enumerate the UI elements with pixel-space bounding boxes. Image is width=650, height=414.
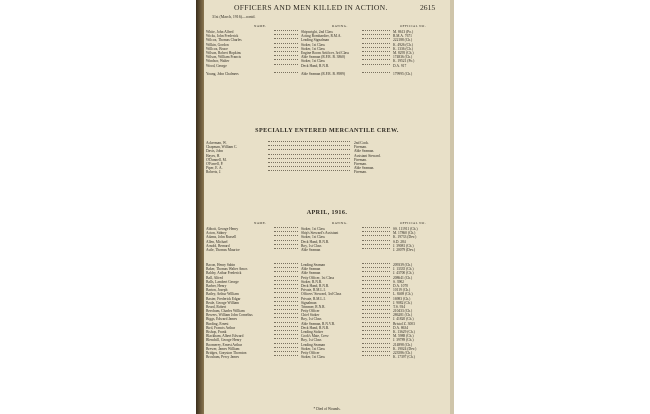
dot-leader — [274, 305, 298, 306]
dot-leader — [362, 292, 390, 293]
official-number: J. 41820 (Ch.) — [393, 317, 414, 322]
official-number: K. 1336 (Ch.) — [393, 46, 413, 51]
dot-leader — [362, 244, 390, 245]
casualty-name: Bird, Francis Arthur — [206, 325, 236, 330]
casualty-name: Baldry, Arthur Frederick — [206, 271, 242, 276]
crew-name: Chapman, William C. — [206, 145, 238, 150]
official-number: 223586 (Ch.) — [393, 350, 413, 355]
dot-leader — [274, 334, 298, 335]
official-number: 174836 (Ch.) — [393, 55, 413, 60]
casualty-rating: Able Seaman (R.F.R. B. 3860) — [301, 55, 346, 60]
dot-leader — [362, 30, 390, 31]
dot-leader — [362, 330, 390, 331]
dot-leader — [274, 338, 298, 339]
april-casualty-list-b — [204, 263, 450, 359]
dot-leader — [274, 47, 298, 48]
casualty-rating: Stoker, 1st Class — [301, 235, 325, 240]
dot-leader — [274, 276, 298, 277]
official-number: 209339 (Ch.) — [393, 263, 413, 267]
dot-leader — [274, 351, 298, 352]
dot-leader — [274, 59, 298, 60]
dot-leader — [274, 72, 298, 73]
mercantile-heading: SPECIALLY ENTERED MERCANTILE CREW. — [255, 128, 399, 134]
casualty-rating: Signalman — [301, 300, 317, 305]
casualty-rating: Acting Bombardier, R.M.A. — [301, 34, 342, 39]
book-spine — [196, 0, 204, 414]
crew-rating: Fireman. — [354, 170, 367, 175]
list-item — [204, 72, 450, 76]
continued-note: 31st (March, 1916)—contd. — [212, 15, 256, 19]
casualty-rating: Stoker, 1st Class — [301, 346, 325, 351]
casualty-name: Beale, George William — [206, 300, 239, 305]
casualty-name: Barber, Henry — [206, 283, 227, 288]
dot-leader — [362, 343, 390, 344]
casualty-name: Allen, Michael — [206, 239, 228, 244]
april-column-header-official-no: OFFICIAL NO. — [400, 221, 426, 225]
casualty-name: Willcox, Bruce — [206, 46, 228, 51]
casualty-rating: Able Seaman (R.F.R. B. 8989) — [301, 71, 346, 76]
official-number: J. 9082 (Ch.) — [393, 300, 412, 305]
list-item — [204, 355, 450, 359]
official-number: J. 39081 (Ch.) — [393, 243, 414, 248]
casualty-name: Wilson, Robert Hopkins — [206, 50, 241, 55]
official-number: J. 43700 (Ch.) — [393, 271, 414, 276]
casualty-rating: Stoker, 1st Class — [301, 42, 325, 47]
casualty-rating: Deck Hand, R.N.R. — [301, 325, 330, 330]
dot-leader — [268, 154, 350, 155]
official-number: 210433 (Ch.) — [393, 309, 413, 314]
casualty-rating: Able Seaman, R.N.V.R. — [301, 321, 336, 326]
crew-rating: Assistant Steward. — [354, 153, 381, 158]
dot-leader — [362, 34, 390, 35]
casualty-name: Bewers, William John Cornelius — [206, 313, 253, 318]
official-number: M. 8295 (Ch.) — [393, 50, 414, 55]
casualty-name: Broxham, Percy James — [206, 355, 240, 360]
dot-leader — [274, 347, 298, 348]
dot-leader — [274, 355, 298, 356]
dot-leader — [362, 347, 390, 348]
dot-leader — [362, 351, 390, 352]
crew-rating: 2nd Cook. — [354, 141, 369, 145]
dot-leader — [274, 297, 298, 298]
crew-rating: Able Seaman. — [354, 166, 375, 171]
dot-leader — [274, 330, 298, 331]
dot-leader — [274, 235, 298, 236]
casualty-name: Astle, Thomas Maurice — [206, 247, 240, 252]
casualty-name: Young, John Chalmers — [206, 71, 239, 76]
casualty-name: Windsor, Walter — [206, 59, 230, 64]
dot-leader — [268, 145, 350, 146]
casualty-name: Binding, Ernest — [206, 321, 229, 326]
crew-name: Piper, E. A. — [206, 166, 223, 171]
official-number: D.A. 1070 — [393, 283, 409, 288]
dot-leader — [362, 43, 390, 44]
dot-leader — [274, 34, 298, 35]
column-header-name: NAME. — [254, 24, 267, 28]
casualty-rating: Private, R.M.L.I. — [301, 296, 326, 301]
dot-leader — [362, 72, 390, 73]
casualty-name: Bridges, Grayston Thornton — [206, 350, 247, 355]
official-number: K. 4926 (Ch.) — [393, 42, 413, 47]
dot-leader — [362, 317, 390, 318]
casualty-name: Blackham, Albert Edward — [206, 334, 244, 339]
dot-leader — [362, 235, 390, 236]
casualty-rating: Leading Signalman — [301, 38, 330, 43]
dot-leader — [362, 338, 390, 339]
casualty-name: Balls, Lambert George — [206, 279, 239, 284]
dot-leader — [362, 297, 390, 298]
official-number: S.D. 284 — [393, 239, 406, 244]
casualty-rating: Deck Hand, R.N.R. — [301, 283, 330, 288]
dot-leader — [362, 334, 390, 335]
dot-leader — [274, 244, 298, 245]
casualty-name: Adams, John Russell — [206, 235, 237, 240]
dot-leader — [274, 267, 298, 268]
casualty-rating: Chief Stoker — [301, 313, 320, 318]
casualty-name: Barton, Joseph — [206, 288, 228, 293]
dot-leader — [274, 309, 298, 310]
casualty-rating: Leading Seaman — [301, 263, 326, 267]
casualty-name: Beecham, Charles William — [206, 309, 245, 314]
casualty-name: Biggs, Edward James — [206, 317, 238, 322]
dot-leader — [274, 64, 298, 65]
dot-leader — [274, 38, 298, 39]
page-edge — [450, 0, 454, 414]
dot-leader — [362, 55, 390, 56]
official-number: Bristol Z. 3003 — [393, 321, 415, 326]
dot-leader — [362, 313, 390, 314]
official-number: R.M.A. 7671 — [393, 34, 412, 39]
dot-leader — [362, 355, 390, 356]
dot-leader — [362, 305, 390, 306]
dot-leader — [274, 313, 298, 314]
casualty-rating: Engine Room Artificer, 3rd Class — [301, 50, 350, 55]
dot-leader — [274, 280, 298, 281]
casualty-rating: Deck Hand, R.N.R. — [301, 63, 330, 68]
dot-leader — [274, 343, 298, 344]
official-number: 222188 (Ch.) — [393, 38, 413, 43]
crew-name: Hayes, H. — [206, 153, 221, 158]
dot-leader — [362, 51, 390, 52]
crew-name: Roberts, J. — [206, 170, 222, 175]
casualty-name: Boomerey, Ernest Arthur — [206, 342, 242, 347]
april-column-header-name: NAME. — [254, 221, 267, 225]
casualty-rating: Deck Hand, R.N.R. — [301, 239, 330, 244]
dot-leader — [274, 284, 298, 285]
dot-leader — [274, 317, 298, 318]
casualty-rating: Able Seaman — [301, 247, 321, 252]
casualty-name: Arnold, Bernard — [206, 243, 230, 248]
casualty-rating: Able Seaman — [301, 271, 321, 276]
dot-leader — [268, 149, 350, 150]
official-number: 214898 (Ch.) — [393, 342, 413, 347]
dot-leader — [274, 322, 298, 323]
page-title: OFFICERS AND MEN KILLED IN ACTION. — [234, 3, 388, 12]
casualty-rating: Stoker, 1st Class — [301, 227, 325, 231]
dot-leader — [362, 309, 390, 310]
casualty-name: Baxter, Frederick Edgar — [206, 296, 241, 301]
casualty-rating: Stoker, 1st Class — [301, 59, 325, 64]
official-number: J. 20079 (Dev.) — [393, 247, 416, 252]
official-number: K. 13629 (Ch.) — [393, 330, 415, 334]
official-number: K. 19733 (Dev.) — [393, 235, 417, 240]
dot-leader — [362, 322, 390, 323]
dot-leader — [274, 288, 298, 289]
dot-leader — [274, 43, 298, 44]
official-number: 10119 (Ch.) — [393, 288, 411, 293]
casualty-name: Wilson, William Francis — [206, 55, 242, 60]
casualty-rating: Leading Seaman — [301, 342, 326, 347]
casualty-name: White, John Alfred — [206, 30, 234, 34]
dot-leader — [362, 263, 390, 264]
casualty-name: Blenchill, George Henry — [206, 338, 242, 343]
crew-name: O'Farrell, P. — [206, 161, 224, 166]
official-number: M. 5988 (Ch.) — [393, 334, 414, 339]
dot-leader — [268, 170, 350, 171]
official-number: M. 17860 (Ch.) — [393, 231, 416, 236]
crew-rating: Fireman. — [354, 145, 367, 150]
document-page — [204, 0, 450, 414]
casualty-name: Wilkin, Gordon — [206, 42, 229, 47]
crew-rating: Able Seaman. — [354, 149, 375, 154]
official-number: T.S. 934 — [393, 304, 406, 309]
crew-name: Ackerman, W. — [206, 141, 227, 145]
april-column-header-rating: RATING. — [332, 221, 348, 225]
dot-leader — [268, 158, 350, 159]
casualty-rating: Private, R.M.L.I. — [301, 288, 326, 293]
dot-leader — [274, 51, 298, 52]
list-item — [204, 170, 450, 174]
dot-leader — [274, 301, 298, 302]
crew-name: O'Donnell, M. — [206, 157, 227, 162]
dot-leader — [274, 231, 298, 232]
dot-leader — [274, 263, 298, 264]
dot-leader — [362, 271, 390, 272]
dot-leader — [362, 38, 390, 39]
footnote: * Died of Wounds. — [313, 407, 341, 411]
dot-leader — [274, 248, 298, 249]
dot-leader — [362, 280, 390, 281]
casualty-name: Acton, Sidney — [206, 231, 227, 236]
casualty-name: Wood, George — [206, 63, 227, 68]
official-number: K. 19024 (Dev.) — [393, 346, 417, 351]
casualty-rating: Boy, 1st Class — [301, 338, 322, 343]
dot-leader — [274, 292, 298, 293]
dot-leader — [362, 284, 390, 285]
casualty-name: Wilcox, Thomas Charles — [206, 38, 242, 43]
official-number: L. 8469 (Ch.) — [393, 292, 413, 297]
dot-leader — [362, 301, 390, 302]
casualty-name: Wicks, John Frederick — [206, 34, 239, 39]
official-number: K. 17397 (Ch.) — [393, 355, 415, 360]
list-item — [204, 248, 450, 252]
casualty-name: Ball, Alfred — [206, 275, 223, 280]
official-number: 286281 (Ch.) — [393, 313, 413, 318]
official-number: J. 13335 (Ch.) — [393, 267, 414, 272]
casualty-name: Baker, Thomas Walter Amos — [206, 267, 248, 272]
crew-name: Davis, John — [206, 149, 223, 154]
mercantile-crew-list — [204, 141, 450, 175]
official-number: S. 3902 — [393, 279, 404, 284]
casualty-rating: Stoker, R.N.R. — [301, 279, 323, 284]
casualty-name: Brewer, James William — [206, 346, 240, 351]
dot-leader — [268, 162, 350, 163]
casualty-rating: Officers' Steward, 3rd Class — [301, 292, 342, 297]
casualty-name: Abbott, George Henry — [206, 227, 239, 231]
casualty-rating: Leading Stoker — [301, 330, 324, 334]
march-casualty-list — [204, 30, 450, 76]
dot-leader — [362, 288, 390, 289]
casualty-rating: Able Seaman — [301, 267, 321, 272]
page-number: 2615 — [420, 3, 436, 12]
casualty-rating: Stoker, 1st Class — [301, 355, 325, 360]
dot-leader — [362, 248, 390, 249]
dot-leader — [362, 231, 390, 232]
official-number: J. 39789 (Ch.) — [393, 338, 414, 343]
casualty-rating: Petty Officer, 1st Class — [301, 275, 335, 280]
column-header-official-no: OFFICIAL NO. — [400, 24, 426, 28]
casualty-name: Batley, Arthur William — [206, 292, 239, 297]
casualty-rating: Trimmer, R.N.R. — [301, 304, 326, 309]
crew-rating: Fireman. — [354, 161, 367, 166]
dot-leader — [274, 271, 298, 272]
casualty-rating: Boy, 1st Class — [301, 317, 322, 322]
dot-leader — [362, 227, 390, 228]
crew-rating: Fireman. — [354, 157, 367, 162]
official-number: D.A. 917 — [393, 63, 407, 68]
dot-leader — [274, 240, 298, 241]
official-number: 208641 (Ch.) — [393, 275, 413, 280]
dot-leader — [274, 55, 298, 56]
april-heading: APRIL, 1916. — [306, 210, 348, 216]
dot-leader — [362, 267, 390, 268]
column-header-rating: RATING. — [332, 24, 348, 28]
dot-leader — [362, 276, 390, 277]
dot-leader — [362, 47, 390, 48]
dot-leader — [268, 166, 350, 167]
casualty-rating: Boy, 1st Class — [301, 243, 322, 248]
official-number: 16983 (Ch.) — [393, 296, 411, 301]
dot-leader — [274, 227, 298, 228]
dot-leader — [362, 326, 390, 327]
casualty-rating: Ship's Steward's Assistant — [301, 231, 339, 236]
casualty-name: Beard, Robert — [206, 304, 227, 309]
official-number: SS. 111911 (Ch.) — [393, 227, 418, 231]
dot-leader — [362, 64, 390, 65]
casualty-name: Bishop, Frank — [206, 330, 227, 334]
dot-leader — [268, 141, 350, 142]
dot-leader — [274, 326, 298, 327]
casualty-rating: Petty Officer — [301, 350, 320, 355]
official-number: K. 19521 (Po.) — [393, 59, 415, 64]
casualty-rating: Shipwright, 2nd Class — [301, 30, 333, 34]
dot-leader — [362, 240, 390, 241]
official-number: D.A. 8634 — [393, 325, 409, 330]
dot-leader — [274, 30, 298, 31]
casualty-rating: Stoker, 1st Class — [301, 46, 325, 51]
casualty-rating: Cook's Mate, Crew — [301, 334, 329, 339]
dot-leader — [362, 59, 390, 60]
casualty-rating: Petty Officer — [301, 309, 320, 314]
april-casualty-list-a — [204, 227, 450, 252]
casualty-name: Bacon, Henry Sabin — [206, 263, 236, 267]
official-number: M. 8613 (Po.) — [393, 30, 414, 34]
official-number: 179995 (Ch.) — [393, 71, 413, 76]
